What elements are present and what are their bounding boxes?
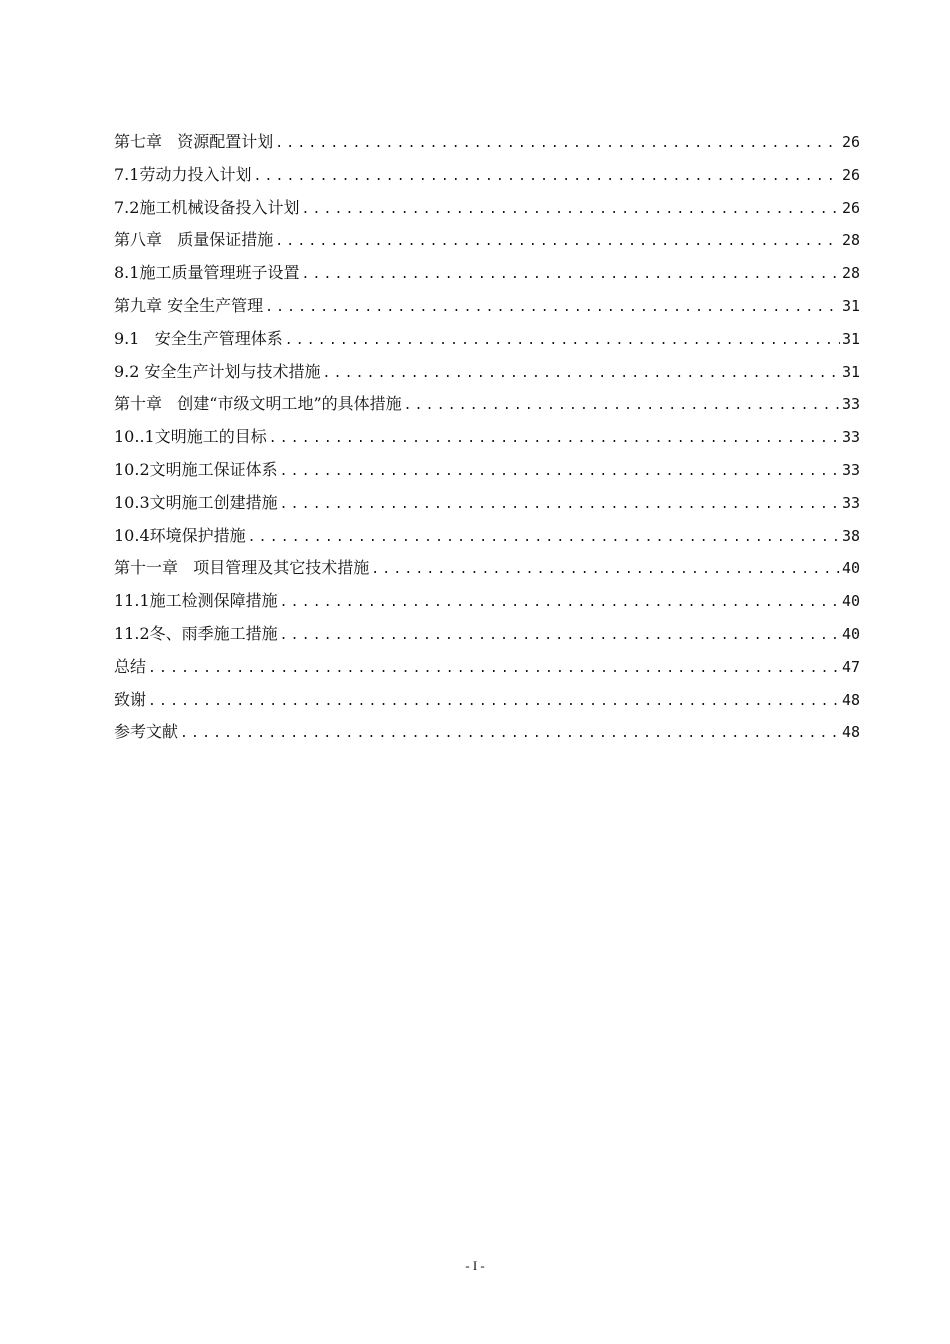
toc-entry-title: 第九章 安全生产管理 <box>114 295 264 315</box>
toc-entry-title: 7.2施工机械设备投入计划 <box>114 197 300 217</box>
toc-entry-page: 33 <box>841 428 860 447</box>
toc-entry[interactable] <box>114 356 860 389</box>
toc-entry-page: 33 <box>841 493 860 512</box>
toc-dot-leader <box>280 620 840 651</box>
toc-entry[interactable] <box>114 192 860 225</box>
toc-dot-leader <box>269 423 840 454</box>
toc-entry-title: 10.2文明施工保证体系 <box>114 459 278 479</box>
toc-entry-page: 28 <box>841 264 860 283</box>
toc-dot-leader <box>180 718 840 749</box>
toc-entry[interactable] <box>114 520 860 553</box>
page-number: - I - <box>465 1258 485 1273</box>
toc-entry-page: 31 <box>841 296 860 315</box>
toc-entry-title: 10..1文明施工的目标 <box>114 427 267 447</box>
toc-dot-leader <box>404 390 840 421</box>
toc-dot-leader <box>280 489 840 520</box>
toc-dot-leader <box>285 325 840 356</box>
toc-entry-page: 40 <box>841 592 860 611</box>
toc-entry-title: 致谢 <box>114 689 147 709</box>
toc-entry-page: 31 <box>841 329 860 348</box>
toc-entry-page: 28 <box>841 231 860 250</box>
toc-entry[interactable] <box>114 552 860 585</box>
toc-entry[interactable] <box>114 454 860 487</box>
toc-entry-page: 38 <box>841 526 860 545</box>
toc-entry[interactable] <box>114 290 860 323</box>
toc-entry-page: 33 <box>841 460 860 479</box>
toc-entry-title: 11.1施工检测保障措施 <box>114 591 278 611</box>
toc-entry[interactable] <box>114 421 860 454</box>
toc-entry-page: 26 <box>841 133 860 151</box>
toc-entry-page: 47 <box>841 657 860 676</box>
toc-entry-title: 7.1劳动力投入计划 <box>114 164 252 184</box>
toc-entry[interactable] <box>114 126 860 159</box>
toc-entry-title: 9.1 安全生产管理体系 <box>114 328 283 348</box>
toc-dot-leader <box>280 587 840 618</box>
toc-dot-leader <box>148 653 840 684</box>
toc-entry-title: 第十章 创建“市级文明工地”的具体措施 <box>114 394 402 414</box>
toc-entry[interactable] <box>114 585 860 618</box>
toc-dot-leader <box>275 128 840 159</box>
toc-entry[interactable] <box>114 651 860 684</box>
toc-entry-page: 26 <box>841 198 860 217</box>
toc-entry[interactable] <box>114 323 860 356</box>
toc-dot-leader <box>323 358 840 389</box>
toc-entry-title: 第八章 质量保证措施 <box>114 230 274 250</box>
toc-entry[interactable] <box>114 618 860 651</box>
toc-entry-title: 第十一章 项目管理及其它技术措施 <box>114 558 370 578</box>
toc-dot-leader <box>248 522 840 553</box>
toc-dot-leader <box>280 456 840 487</box>
toc-entry-title: 10.4环境保护措施 <box>114 525 246 545</box>
toc-entry[interactable] <box>114 388 860 421</box>
toc-dot-leader <box>371 554 840 585</box>
toc-entry[interactable] <box>114 257 860 290</box>
toc-entry-page: 48 <box>841 723 860 742</box>
toc-entry-title: 9.2 安全生产计划与技术措施 <box>114 361 321 381</box>
toc-dot-leader <box>275 226 840 257</box>
toc-entry[interactable] <box>114 224 860 257</box>
toc-entry[interactable] <box>114 487 860 520</box>
toc-entry-title: 总结 <box>114 656 147 676</box>
toc-entry-page: 40 <box>841 624 860 643</box>
toc-entry-page: 33 <box>841 395 860 414</box>
toc-entry-title: 8.1施工质量管理班子设置 <box>114 263 300 283</box>
toc-dot-leader <box>265 292 840 323</box>
toc-dot-leader <box>301 259 839 290</box>
toc-entry[interactable] <box>114 716 860 749</box>
toc-entry-page: 40 <box>841 559 860 578</box>
toc-entry-title: 第七章 资源配置计划 <box>114 132 274 151</box>
toc-entry-title: 11.2冬、雨季施工措施 <box>114 623 278 643</box>
toc-entry-page: 31 <box>841 362 860 381</box>
table-of-contents <box>114 126 860 749</box>
toc-entry-title: 参考文献 <box>114 722 179 742</box>
toc-dot-leader <box>301 194 839 225</box>
toc-dot-leader <box>148 686 840 717</box>
toc-dot-leader <box>253 161 839 192</box>
toc-entry[interactable] <box>114 684 860 717</box>
toc-entry[interactable] <box>114 159 860 192</box>
toc-entry-page: 26 <box>841 165 860 184</box>
toc-entry-page: 48 <box>841 690 860 709</box>
toc-entry-title: 10.3文明施工创建措施 <box>114 492 278 512</box>
